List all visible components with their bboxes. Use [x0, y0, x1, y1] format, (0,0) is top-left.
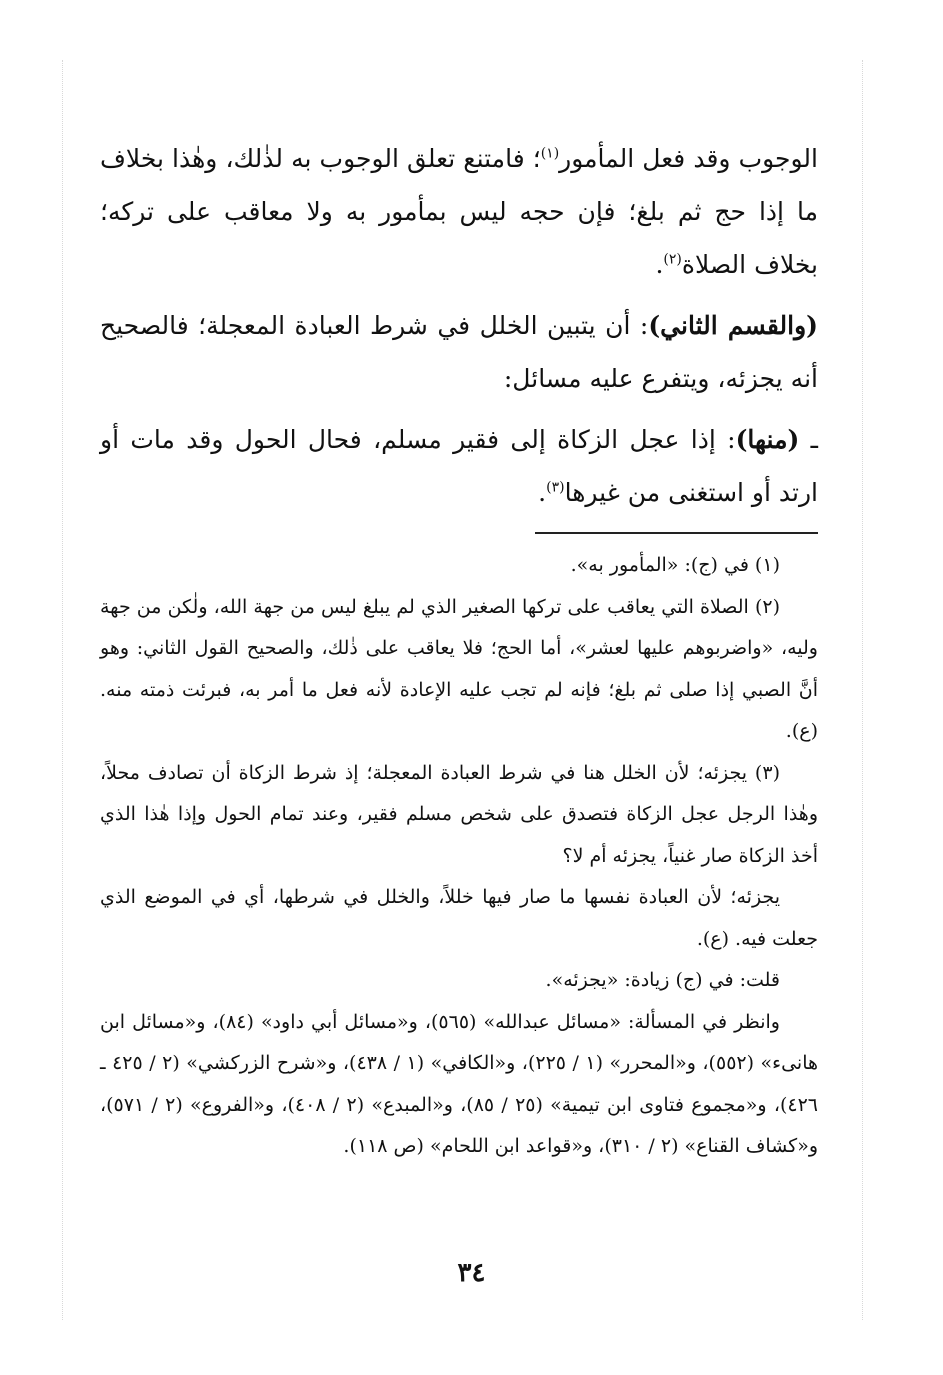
main-paragraph-1-middle: ؛ فامتنع تعلق الوجوب به لذٰلك، وهٰذا بخلاف ما إذا حج ثم بلغ؛ فإن حجه ليس بمأمور به ولا معاقب على تركه؛ بخلاف الصلاة — [100, 144, 818, 279]
scan-guide-line-left — [62, 60, 63, 1320]
main-text — [100, 132, 818, 519]
list-dash: ـ — [810, 425, 818, 454]
footnote-3-references: وانظر في المسألة: «مسائل عبدالله» (٥٦٥)، و«مسائل أبي داود» (٨٤)، و«مسائل ابن هانىء» (٥٥٢)، و«المحرر» (١ / ٢٢٥)، و«الكافي» (١ / ٤٣٨)، و«شرح الزركشي» (٢ / ٤٢٥ ـ ٤٢٦)، و«مجموع فتاوى ابن تيمية» (٢٥ / ٨٥)، و«المبدع» (٢ / ٤٠٨)، و«الفروع» (٢ / ٥٧١)، و«كشاف القناع» (٢ / ٣١٠)، و«قواعد ابن اللحام» (ص ١١٨). — [100, 1010, 819, 1157]
main-paragraph-1 — [100, 132, 818, 291]
footnote-ref-1: (١) — [540, 145, 560, 162]
main-paragraph-3 — [100, 413, 818, 519]
main-paragraph-3-end: . — [538, 478, 547, 507]
footnote-divider — [535, 532, 818, 534]
footnote-ref-3: (٣) — [546, 479, 565, 496]
main-paragraph-1-start: الوجوب وقد فعل المأمور — [559, 144, 818, 173]
footnote-ref-2: (٢) — [663, 251, 682, 268]
footnote-3: (٣) يجزئه؛ لأن الخلل هنا في شرط العبادة المعجلة؛ إذ شرط الزكاة أن تصادف محلاً، وهٰذا الرجل عجل الزكاة فتصدق على شخص مسلم فقير، وعند تمام الحول وإذا هٰذا الذي أخذ الزكاة صار غنياً، يجزئه أم لا؟ — [100, 761, 818, 867]
footnote-3-answer: يجزئه؛ لأن العبادة نفسها ما صار فيها خللاً، والخلل في شرطها، أي في الموضع الذي جعلت فيه. (ع). — [100, 886, 818, 950]
footnote-3-editor-note: قلت: في (ج) زيادة: «يجزئه». — [545, 969, 780, 991]
item-heading-minha: (منها) — [735, 425, 800, 454]
footnotes — [100, 545, 818, 1168]
page-number: ٣٤ — [457, 1258, 486, 1288]
footnote-1: (١) في (ج): «المأمور به». — [570, 554, 780, 576]
section-heading-second-part: (والقسم الثاني) — [648, 311, 818, 340]
scan-guide-line-right — [862, 60, 863, 1320]
main-paragraph-3-text: : إذا عجل الزكاة إلى فقير مسلم، فحال الحول وقد مات أو ارتد أو استغنى من غيرها — [100, 425, 818, 507]
footnote-2: (٢) الصلاة التي يعاقب على تركها الصغير الذي لم يبلغ ليس من جهة الله، ولٰكن من جهة وليه، «واضربوهم عليها لعشر»، أما الحج؛ فلا يعاقب على ذٰلك، والصحيح القول الثاني: وهو أنَّ الصبي إذا صلى ثم بلغ؛ فإنه لم تجب عليه الإعادة لأنه فعل ما أمر به، فبرئت ذمته منه. (ع). — [100, 595, 818, 742]
main-paragraph-2 — [100, 299, 818, 405]
main-paragraph-1-end: . — [655, 250, 664, 279]
main-paragraph-2-text: : أن يتبين الخلل في شرط العبادة المعجلة؛ فالصحيح أنه يجزئه، ويتفرع عليه مسائل: — [100, 311, 818, 393]
